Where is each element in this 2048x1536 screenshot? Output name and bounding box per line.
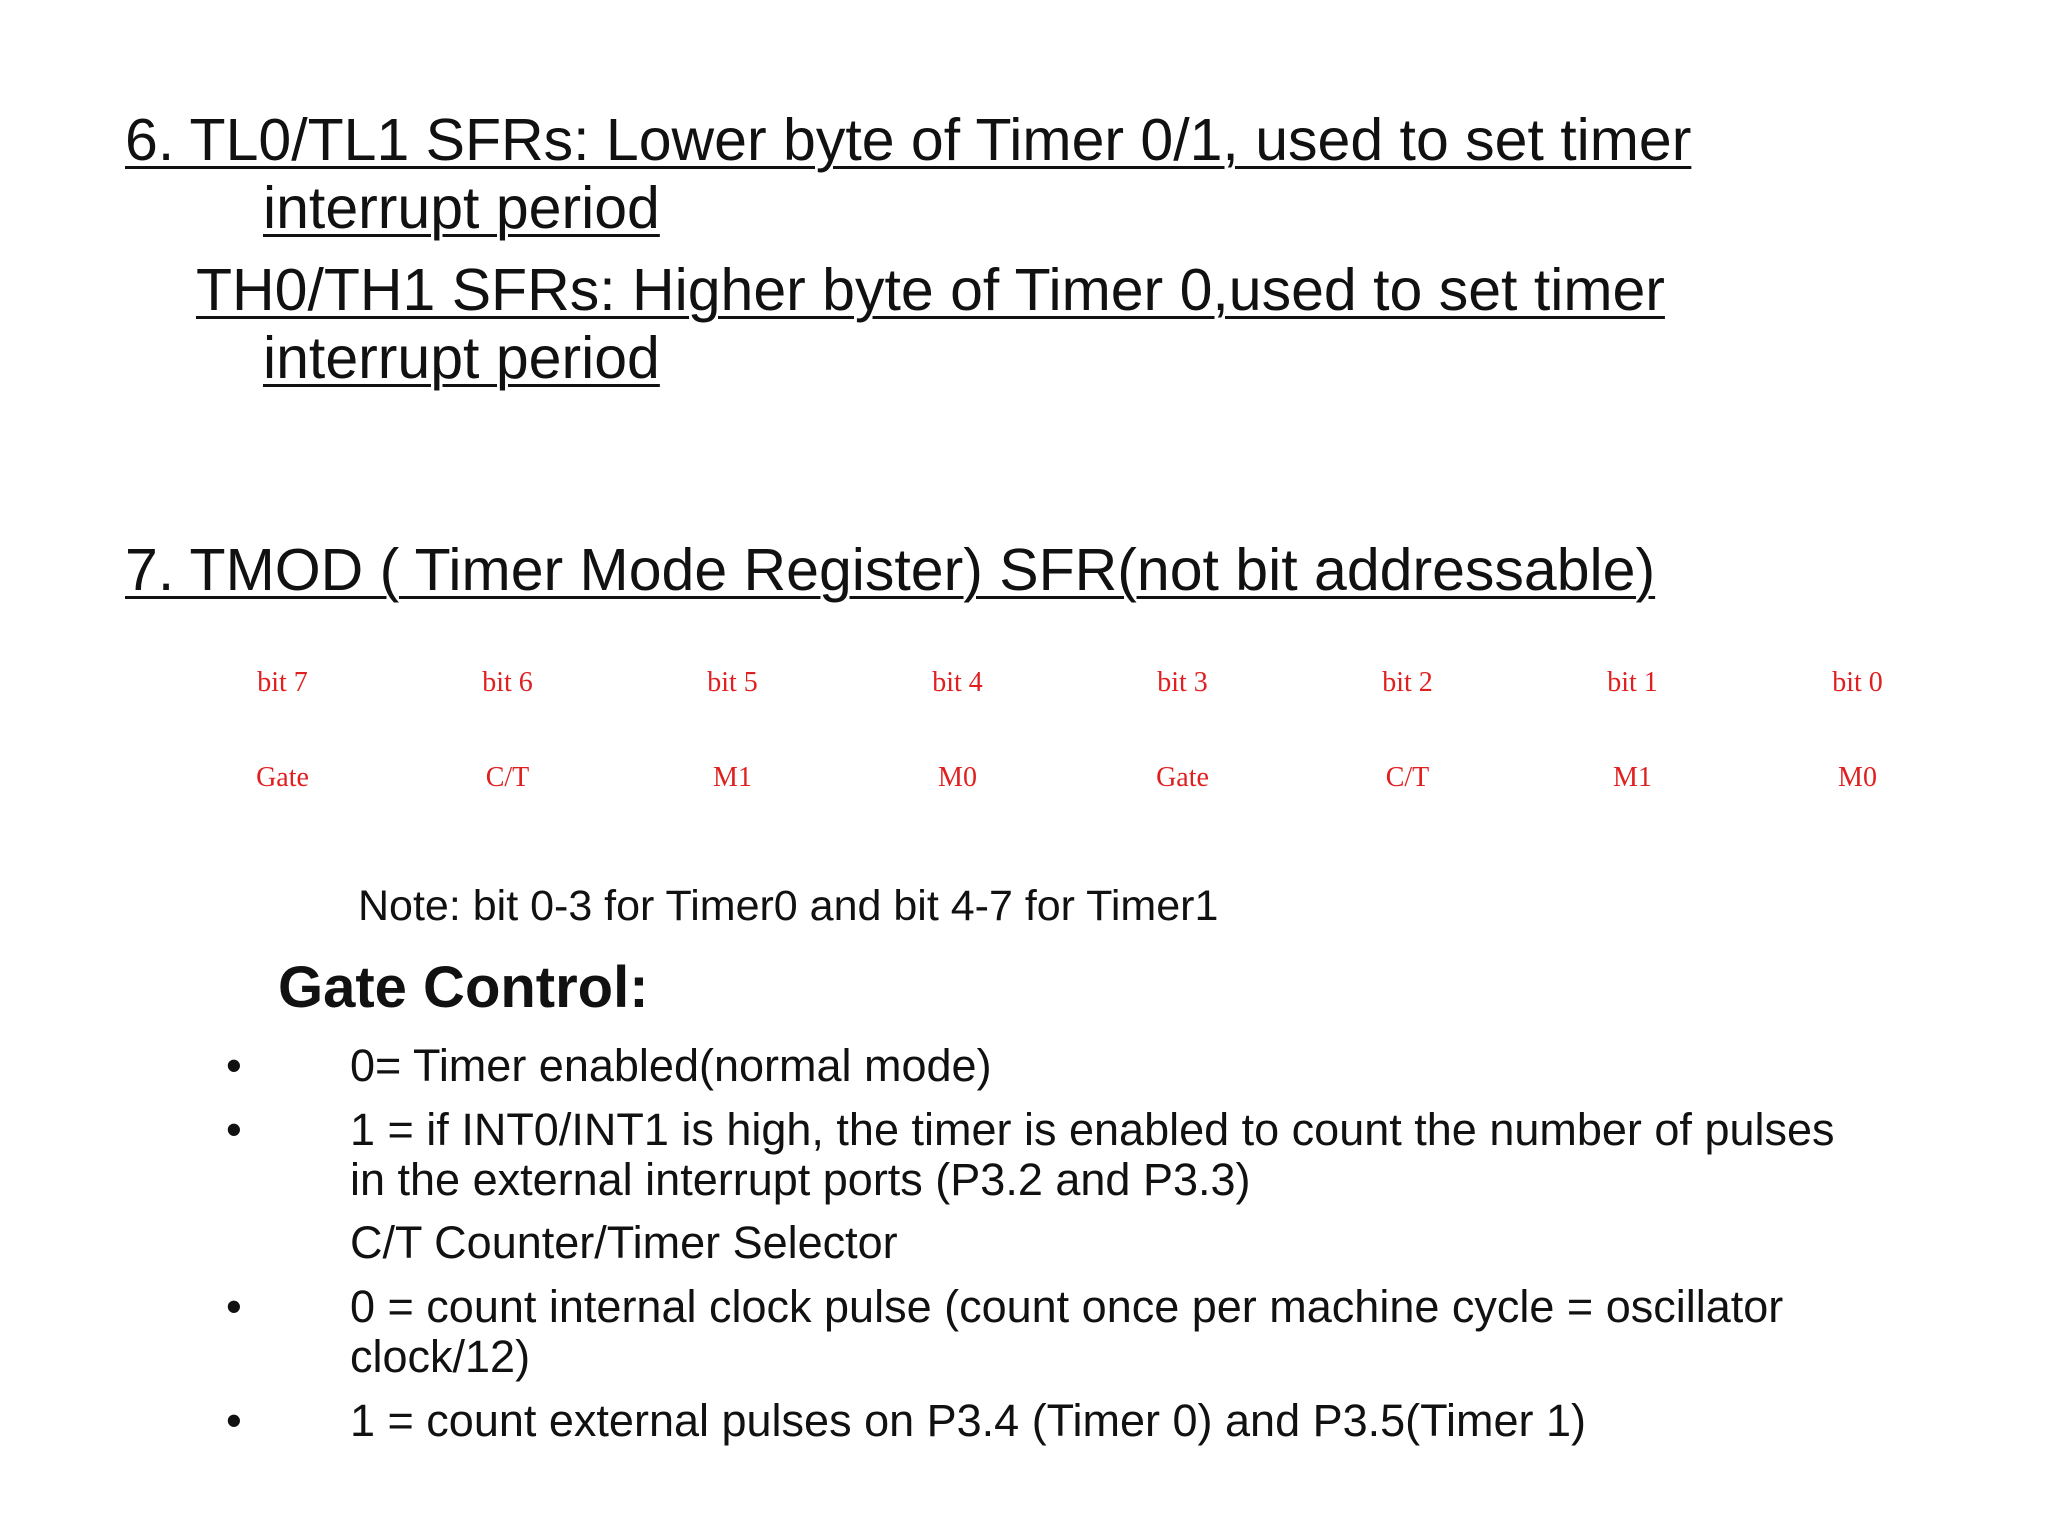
bit-field-ct: C/T xyxy=(1385,762,1430,793)
bullet-icon: • xyxy=(226,1395,242,1446)
ct-item-one: 1 = count external pulses on P3.4 (Timer 0) and P3.5(Timer 1) xyxy=(350,1395,1586,1446)
gate-item-one-continued: in the external interrupt ports (P3.2 and P3.3) xyxy=(350,1154,1251,1205)
ct-item-zero-continued: clock/12) xyxy=(350,1331,531,1382)
bit-label-2: bit 2 xyxy=(1382,667,1433,698)
bit-field-gate: Gate xyxy=(256,762,309,793)
bit-field-ct: C/T xyxy=(485,762,530,793)
tmod-bit-table xyxy=(170,655,1970,815)
bullet-icon: • xyxy=(226,1040,242,1091)
bit-field-m0: M0 xyxy=(938,762,977,793)
timer-bits-note: Note: bit 0-3 for Timer0 and bit 4-7 for Timer1 xyxy=(358,882,1219,930)
bit-field-m1: M1 xyxy=(713,762,752,793)
bit-label-1: bit 1 xyxy=(1607,667,1658,698)
gate-control-title: Gate Control: xyxy=(278,955,649,1020)
bit-label-3: bit 3 xyxy=(1157,667,1208,698)
bit-label-0: bit 0 xyxy=(1832,667,1883,698)
tmod-heading: 7. TMOD ( Timer Mode Register) SFR(not bit addressable) xyxy=(125,537,1656,603)
bit-field-m1: M1 xyxy=(1613,762,1652,793)
th-sfr-heading: TH0/TH1 SFRs: Higher byte of Timer 0,used to set timer xyxy=(196,257,1665,323)
tl-sfr-heading: 6. TL0/TL1 SFRs: Lower byte of Timer 0/1, used to set timer xyxy=(125,107,1692,173)
bit-field-gate: Gate xyxy=(1156,762,1209,793)
bit-field-m0: M0 xyxy=(1838,762,1877,793)
tl-sfr-heading-continued: interrupt period xyxy=(263,175,660,241)
th-sfr-heading-continued: interrupt period xyxy=(263,325,660,391)
gate-item-one: 1 = if INT0/INT1 is high, the timer is enabled to count the number of pulses xyxy=(350,1104,1835,1155)
gate-item-zero: 0= Timer enabled(normal mode) xyxy=(350,1040,992,1091)
bullet-icon: • xyxy=(226,1281,242,1332)
bit-label-6: bit 6 xyxy=(482,667,533,698)
bit-label-4: bit 4 xyxy=(932,667,983,698)
ct-item-zero: 0 = count internal clock pulse (count once per machine cycle = oscillator xyxy=(350,1281,1784,1332)
bit-label-5: bit 5 xyxy=(707,667,758,698)
ct-selector-title: C/T Counter/Timer Selector xyxy=(350,1217,898,1268)
bullet-icon: • xyxy=(226,1104,242,1155)
bit-label-7: bit 7 xyxy=(257,667,308,698)
